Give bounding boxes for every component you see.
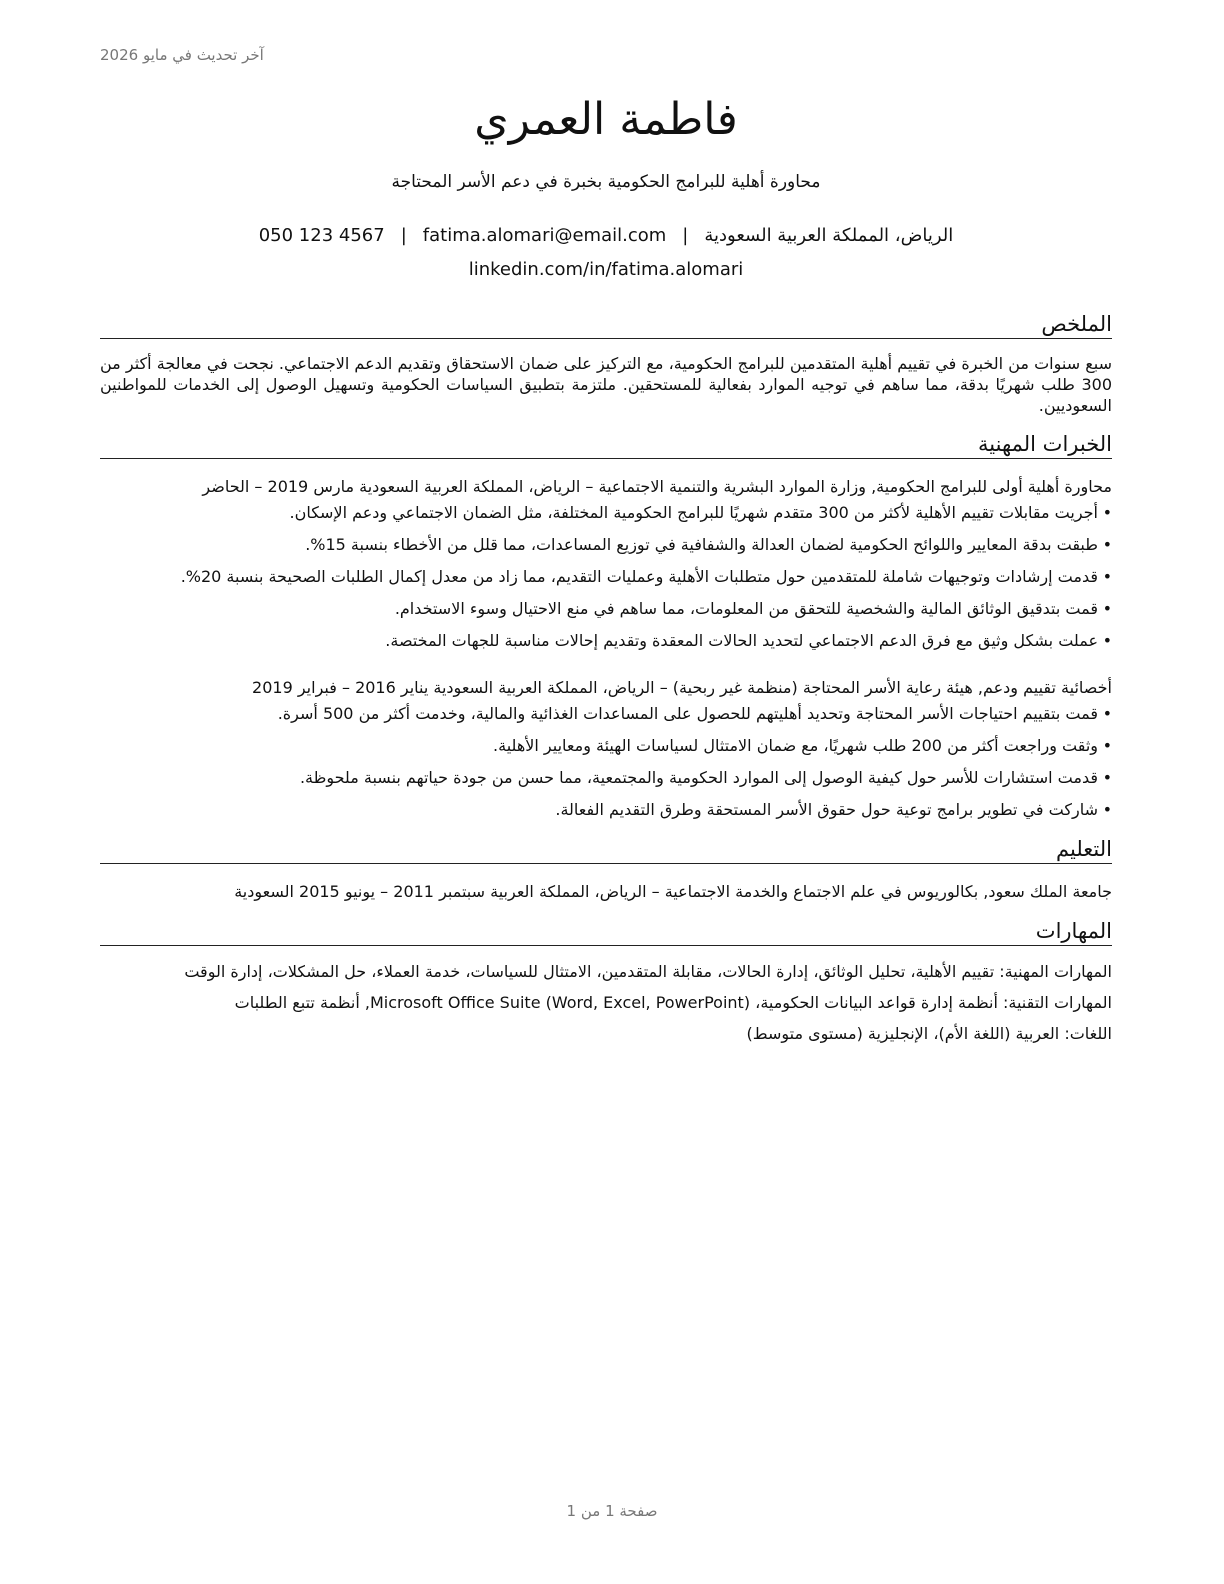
list-item: • قدمت إرشادات وتوجيهات شاملة للمتقدمين حول متطلبات الأهلية وعمليات التقديم، مما زاد من معدل إكمال الطلبات الصحيحة بنسبة 20%. — [100, 566, 1112, 588]
job-bullets — [100, 502, 1112, 652]
section-title-skills: المهارات — [100, 917, 1112, 946]
list-item: • طبقت بدقة المعايير واللوائح الحكومية لضمان العدالة والشفافية في توزيع المساعدات، مما قلل من الأخطاء بنسبة 15%. — [100, 534, 1112, 556]
contact-separator: | — [400, 225, 407, 246]
job-entry — [100, 676, 1112, 821]
list-item: • شاركت في تطوير برامج توعية حول حقوق الأسر المستحقة وطرق التقديم الفعالة. — [100, 799, 1112, 821]
candidate-name: فاطمة العمري — [474, 94, 738, 145]
summary-text: سبع سنوات من الخبرة في تقييم أهلية المتقدمين للبرامج الحكومية، مع التركيز على ضمان الاستحقاق وتقديم الدعم الاجتماعي. نجحت في معالجة أكثر من 300 طلب شهريًا بدقة، مما ساهم في توجيه الموارد بفعالية للمستحقين. ملتزمة بتطبيق السياسات الحكومية وتسهيل الوصول إلى الخدمات للمواطنين السعوديين. — [100, 354, 1112, 415]
skills-languages: اللغات: العربية (اللغة الأم)، الإنجليزية (مستوى متوسط) — [746, 1024, 1112, 1043]
section-title-experience: الخبرات المهنية — [100, 430, 1112, 459]
contact-line — [100, 222, 1112, 250]
resume-page — [100, 0, 1112, 1584]
contact-linkedin[interactable]: linkedin.com/in/fatima.alomari — [468, 259, 744, 280]
skills-technical: المهارات التقنية: أنظمة إدارة قواعد البيانات الحكومية، Microsoft Office Suite (Word, Excel, PowerPoint), أنظمة تتبع الطلبات — [234, 993, 1112, 1012]
job-header: محاورة أهلية أولى للبرامج الحكومية, وزارة الموارد البشرية والتنمية الاجتماعية – الرياض، المملكة العربية السعودية مارس 2019 – الحاضر — [202, 477, 1112, 496]
contact-email[interactable]: fatima.alomari@email.com — [422, 225, 667, 246]
last-updated: آخر تحديث في مايو 2026 — [100, 46, 264, 64]
contact-location: الرياض، المملكة العربية السعودية — [704, 225, 954, 246]
job-bullets — [100, 703, 1112, 821]
education-entry: جامعة الملك سعود, بكالوريوس في علم الاجتماع والخدمة الاجتماعية – الرياض، المملكة العربية سبتمبر 2011 – يونيو 2015 السعودية — [234, 882, 1112, 901]
resume-content — [100, 310, 1112, 1053]
section-title-education: التعليم — [100, 835, 1112, 864]
list-item: • أجريت مقابلات تقييم الأهلية لأكثر من 300 متقدم شهريًا للبرامج الحكومية المختلفة، مثل الضمان الاجتماعي ودعم الإسكان. — [100, 502, 1112, 524]
contact-separator: | — [682, 225, 689, 246]
candidate-tagline: محاورة أهلية للبرامج الحكومية بخبرة في دعم الأسر المحتاجة — [391, 172, 821, 192]
job-header: أخصائية تقييم ودعم, هيئة رعاية الأسر المحتاجة (منظمة غير ربحية) – الرياض، المملكة العربية السعودية يناير 2016 – فبراير 2019 — [252, 678, 1112, 697]
skills-professional: المهارات المهنية: تقييم الأهلية، تحليل الوثائق، إدارة الحالات، مقابلة المتقدمين، الامتثال للسياسات، خدمة العملاء، حل المشكلات، إدارة الوقت — [184, 962, 1112, 981]
list-item: • قمت بتقييم احتياجات الأسر المحتاجة وتحديد أهليتهم للحصول على المساعدات الغذائية والمالية، وخدمت أكثر من 500 أسرة. — [100, 703, 1112, 725]
contact-phone: 050 123 4567 — [258, 225, 385, 246]
list-item: • عملت بشكل وثيق مع فرق الدعم الاجتماعي لتحديد الحالات المعقدة وتقديم إحالات مناسبة للجهات المختصة. — [100, 630, 1112, 652]
list-item: • قدمت استشارات للأسر حول كيفية الوصول إلى الموارد الحكومية والمجتمعية، مما حسن من جودة حياتهم بنسبة ملحوظة. — [100, 767, 1112, 789]
list-item: • قمت بتدقيق الوثائق المالية والشخصية للتحقق من المعلومات، مما ساهم في منع الاحتيال وسوء الاستخدام. — [100, 598, 1112, 620]
job-entry — [100, 475, 1112, 652]
page-number: صفحة 1 من 1 — [566, 1502, 658, 1520]
list-item: • وثقت وراجعت أكثر من 200 طلب شهريًا، مع ضمان الامتثال لسياسات الهيئة ومعايير الأهلية. — [100, 735, 1112, 757]
section-title-summary: الملخص — [100, 310, 1112, 339]
